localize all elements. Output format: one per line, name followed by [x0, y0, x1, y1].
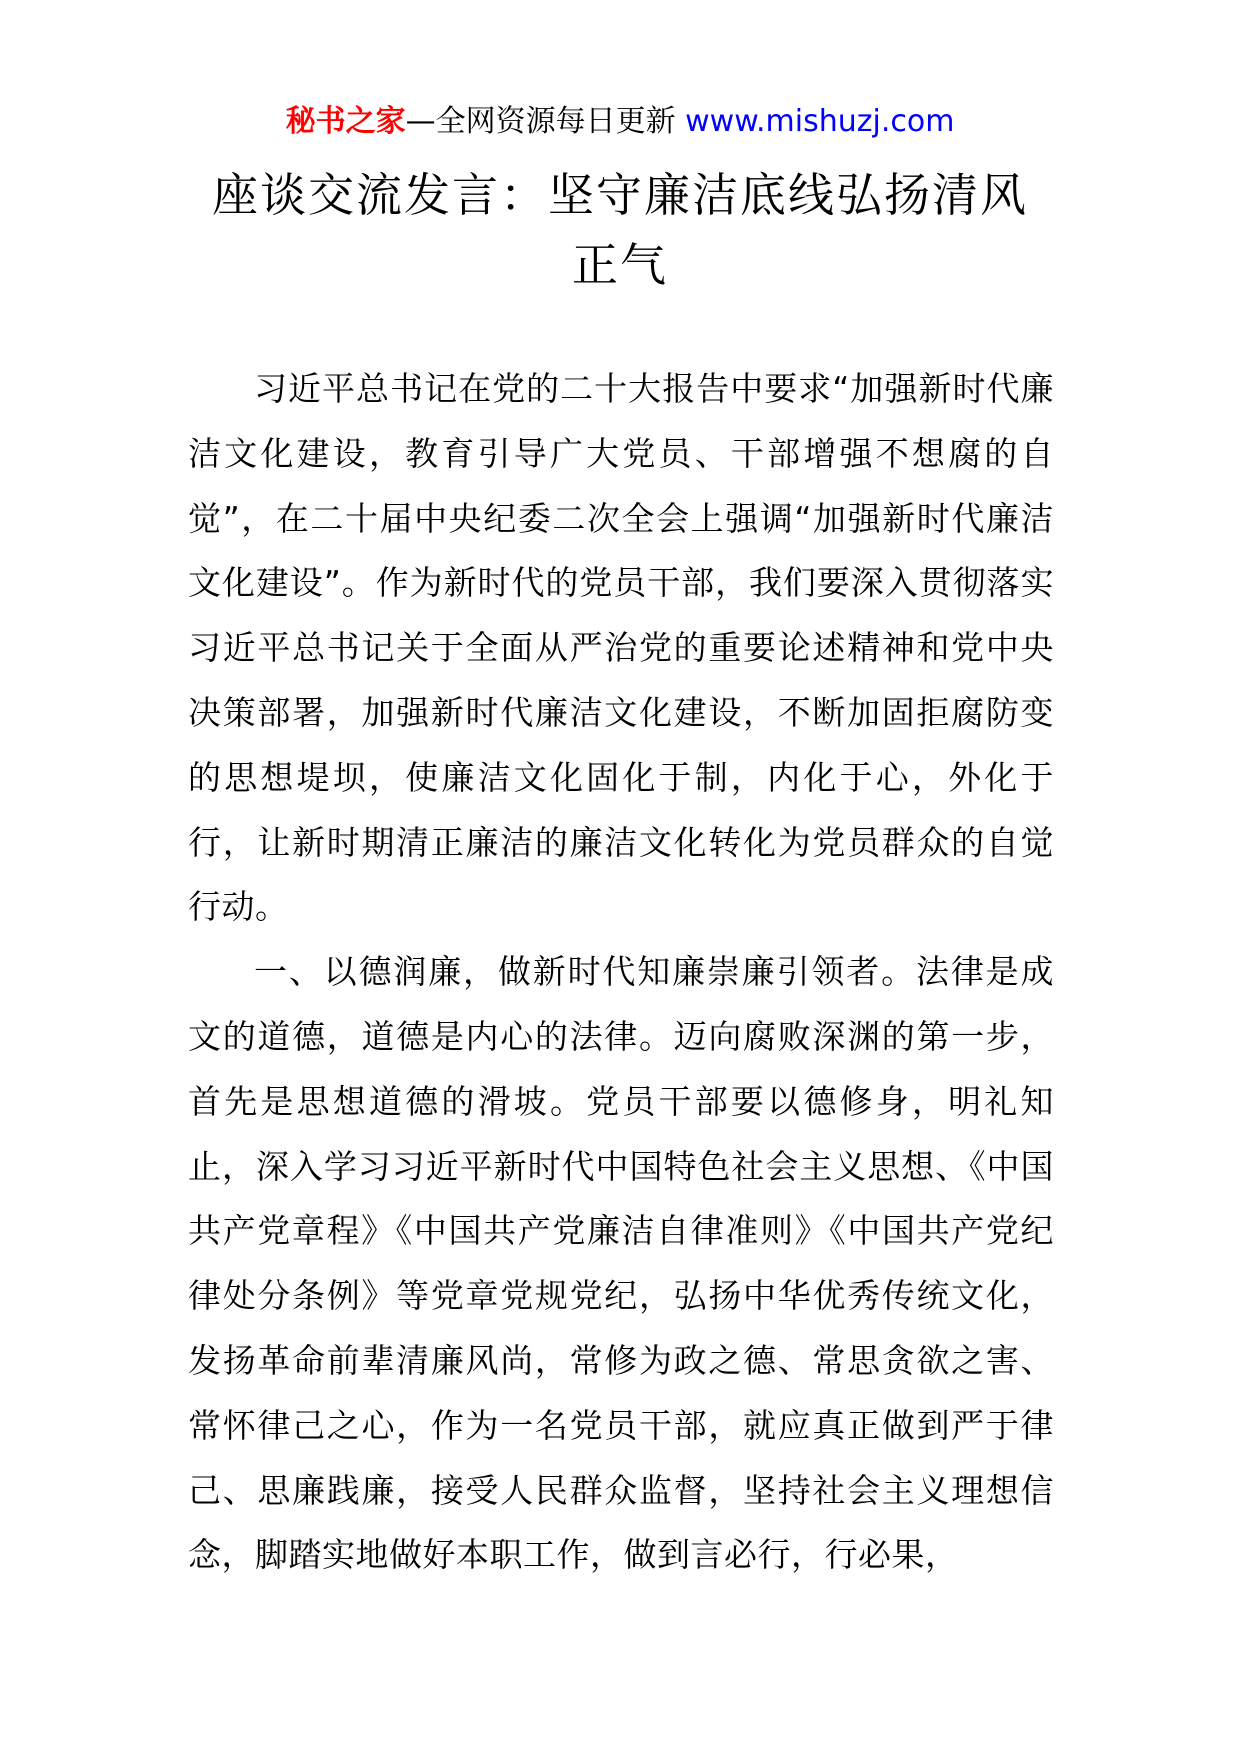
document-body	[188, 357, 1054, 1588]
site-brand: 秘书之家	[285, 104, 406, 139]
paragraph-intro: 习近平总书记在党的二十大报告中要求“加强新时代廉洁文化建设，教育引导广大党员、干部增强不想腐的自觉”，在二十届中央纪委二次全会上强调“加强新时代廉洁文化建设”。作为新时代的党员干部，我们要深入贯彻落实习近平总书记关于全面从严治党的重要论述精神和党中央决策部署，加强新时代廉洁文化建设，不断加固拒腐防变的思想堤坝，使廉洁文化固化于制，内化于心，外化于行，让新时期清正廉洁的廉洁文化转化为党员群众的自觉行动。	[188, 369, 1054, 927]
site-header	[0, 100, 1240, 144]
site-url-link[interactable]: www.mishuzj.com	[685, 104, 955, 139]
document-title: 座谈交流发言：坚守廉洁底线弘扬清风正气	[212, 168, 1028, 292]
paragraph-section-one: 一、以德润廉，做新时代知廉崇廉引领者。法律是成文的道德，道德是内心的法律。迈向腐败深渊的第一步，首先是思想道德的滑坡。党员干部要以德修身，明礼知止，深入学习习近平新时代中国特色社会主义思想、《中国共产党章程》《中国共产党廉洁自律准则》《中国共产党纪律处分条例》等党章党规党纪，弘扬中华优秀传统文化，发扬革命前辈清廉风尚，常修为政之德、常思贪欲之害、常怀律己之心，作为一名党员干部，就应真正做到严于律己、思廉践廉，接受人民群众监督，坚持社会主义理想信念，脚踏实地做好本职工作，做到言必行，行必果，	[188, 952, 1054, 1575]
site-tagline: —全网资源每日更新	[405, 104, 676, 139]
